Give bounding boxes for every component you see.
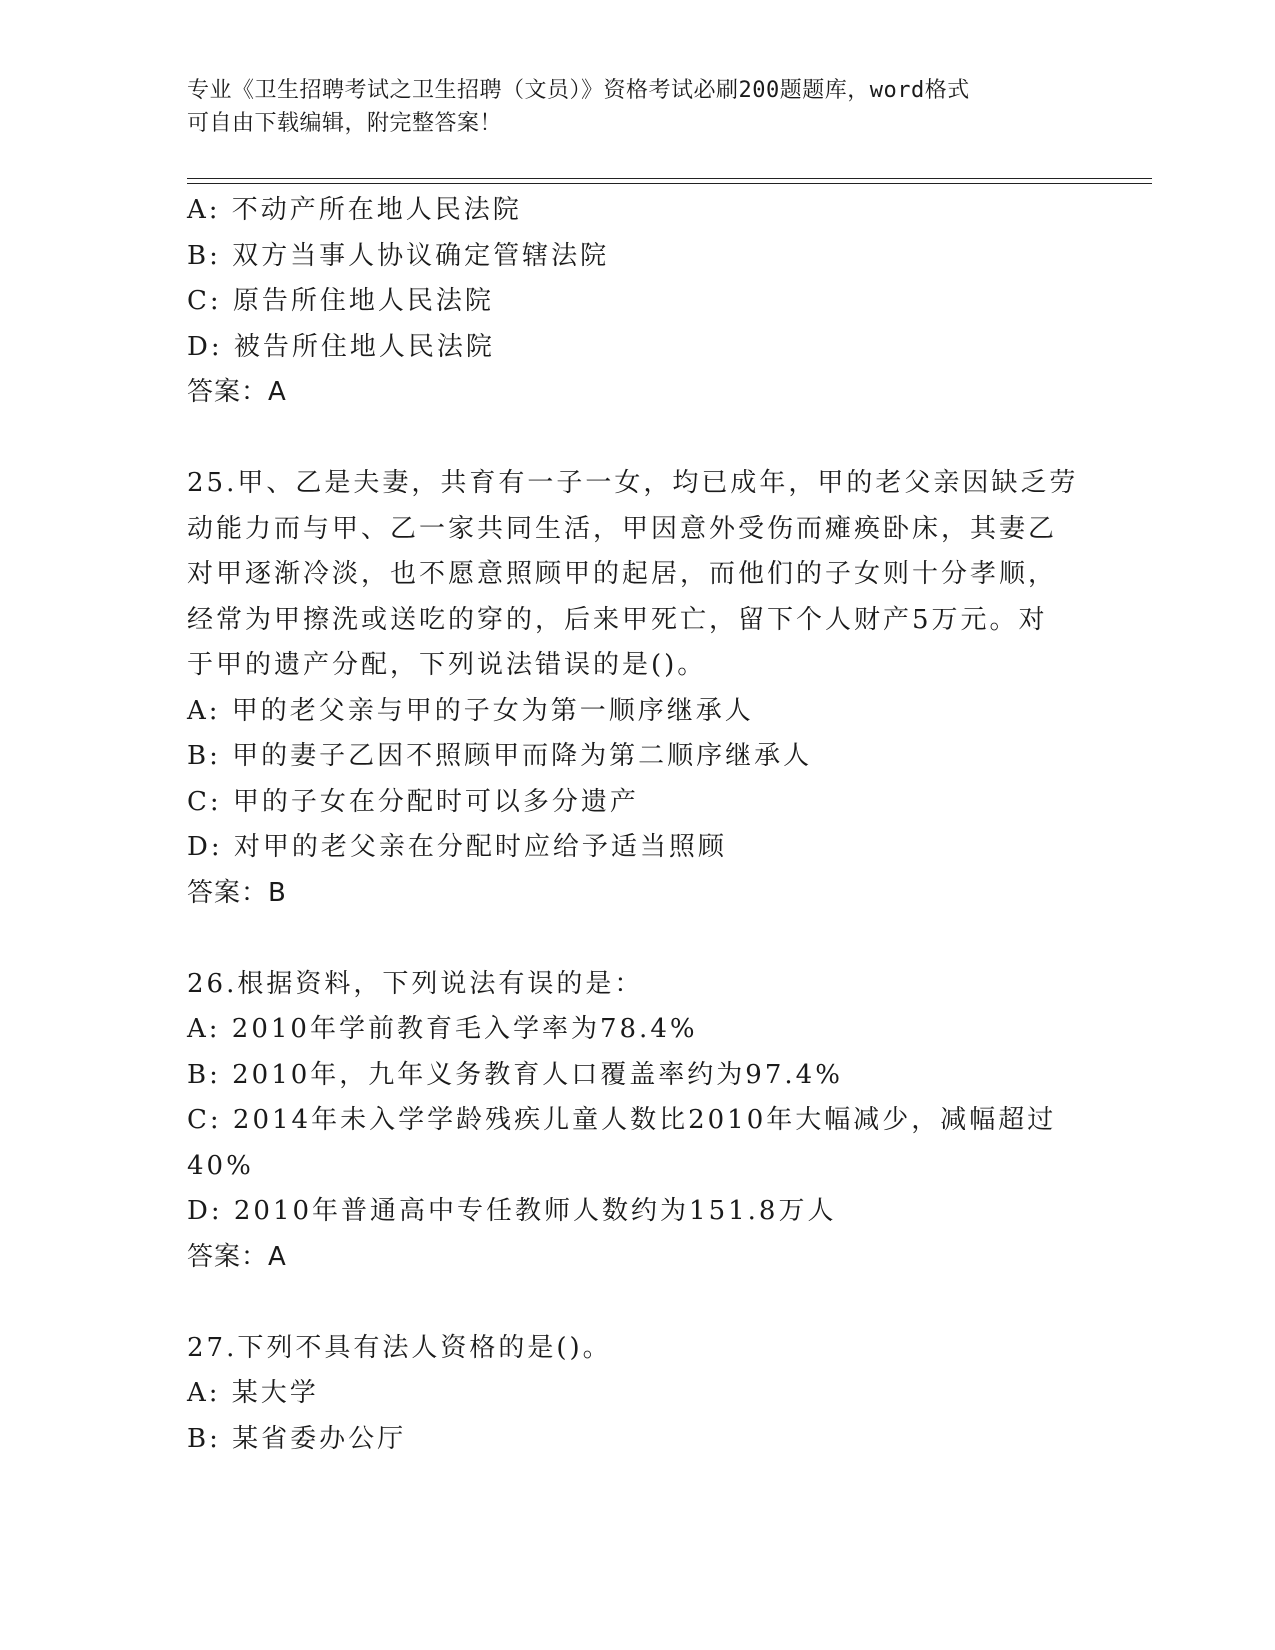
question-25 <box>187 461 1087 916</box>
header-divider-top <box>187 178 1152 179</box>
q25-stem-line: 动能力而与甲、乙一家共同生活，甲因意外受伤而瘫痪卧床，其妻乙 <box>187 513 1058 544</box>
q26-option-a: A: 2010年学前教育毛入学率为78.4% <box>187 1014 698 1044</box>
header-divider-bottom <box>187 183 1152 184</box>
q24-option-c: C: 原告所住地人民法院 <box>187 286 494 316</box>
question-24-options <box>187 188 1087 416</box>
spacer <box>187 416 1087 462</box>
spacer <box>187 1280 1087 1326</box>
header-line-2: 可自由下载编辑，附完整答案！ <box>187 111 503 136</box>
q24-option-a: A: 不动产所在地人民法院 <box>187 195 522 225</box>
q24-option-d: D: 被告所住地人民法院 <box>187 331 495 362</box>
spacer <box>187 916 1087 962</box>
q25-answer: 答案：B <box>187 877 287 908</box>
q25-option-b: B: 甲的妻子乙因不照顾甲而降为第二顺序继承人 <box>187 741 813 771</box>
q26-option-c-line-2: 40% <box>187 1150 254 1181</box>
q27-option-b: B: 某省委办公厅 <box>187 1423 407 1454</box>
q25-stem-line: 25.甲、乙是夫妻，共育有一子一女，均已成年，甲的老父亲因缺乏劳 <box>187 468 1079 498</box>
q27-option-a: A: 某大学 <box>187 1378 319 1408</box>
q25-option-c: C: 甲的子女在分配时可以多分遗产 <box>187 786 639 817</box>
q26-option-b: B: 2010年，九年义务教育人口覆盖率约为97.4% <box>187 1059 843 1090</box>
q25-stem-line: 经常为甲擦洗或送吃的穿的，后来甲死亡，留下个人财产5万元。对 <box>187 604 1048 635</box>
q25-stem-line: 于甲的遗产分配，下列说法错误的是()。 <box>187 650 707 680</box>
header-line-1: 专业《卫生招聘考试之卫生招聘（文员）》资格考试必刷200题题库，word格式 <box>187 78 970 103</box>
q24-answer: 答案：A <box>187 377 287 407</box>
q26-option-d: D: 2010年普通高中专任教师人数约为151.8万人 <box>187 1196 837 1226</box>
q26-option-c-line-1: C: 2014年未入学学龄残疾儿童人数比2010年大幅减少，减幅超过 <box>187 1105 1057 1135</box>
q25-stem-line: 对甲逐渐冷淡，也不愿意照顾甲的起居，而他们的子女则十分孝顺， <box>187 559 1058 589</box>
question-26 <box>187 962 1087 1281</box>
question-list <box>187 188 1087 1462</box>
q26-stem: 26.根据资料，下列说法有误的是： <box>187 968 644 999</box>
q25-option-d: D: 对甲的老父亲在分配时应给予适当照顾 <box>187 832 727 862</box>
q26-answer: 答案：A <box>187 1241 287 1272</box>
q24-option-b: B: 双方当事人协议确定管辖法院 <box>187 240 610 271</box>
q27-stem: 27.下列不具有法人资格的是()。 <box>187 1332 612 1363</box>
q25-option-a: A: 甲的老父亲与甲的子女为第一顺序继承人 <box>187 695 754 726</box>
document-header <box>187 74 1067 140</box>
question-27 <box>187 1326 1087 1463</box>
